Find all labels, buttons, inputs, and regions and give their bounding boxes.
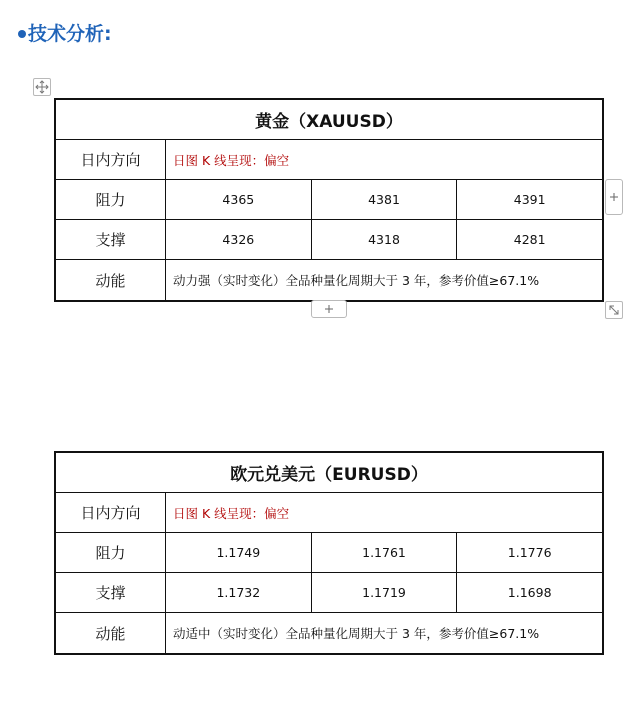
- table-move-handle[interactable]: [33, 78, 51, 96]
- momentum-value[interactable]: 动适中（实时变化）全品种量化周期大于 3 年，参考价值≥67.1%: [173, 626, 540, 641]
- resistance-value-1[interactable]: 1.1749: [166, 533, 312, 572]
- direction-value[interactable]: 日图 K 线呈现：偏空: [173, 505, 290, 521]
- add-column-button[interactable]: [605, 179, 623, 215]
- momentum-label[interactable]: 动能: [56, 260, 166, 300]
- support-value-2[interactable]: 4318: [312, 220, 458, 259]
- support-row: [56, 573, 602, 613]
- table-title: 欧元兑美元（EURUSD）: [56, 453, 602, 493]
- direction-label[interactable]: 日内方向: [56, 493, 166, 532]
- section-heading: [18, 22, 112, 46]
- resistance-label[interactable]: 阻力: [56, 533, 166, 572]
- support-value-1[interactable]: 1.1732: [166, 573, 312, 612]
- add-row-button[interactable]: [311, 300, 347, 318]
- support-value-3[interactable]: 1.1698: [507, 585, 552, 600]
- momentum-row: [56, 613, 602, 653]
- momentum-value[interactable]: 动力强（实时变化）全品种量化周期大于 3 年，参考价值≥67.1%: [173, 273, 540, 288]
- direction-label[interactable]: 日内方向: [56, 140, 166, 179]
- momentum-row: [56, 260, 602, 300]
- direction-value[interactable]: 日图 K 线呈现：偏空: [173, 152, 290, 168]
- support-value-1[interactable]: 4326: [166, 220, 312, 259]
- resistance-value-3[interactable]: 4391: [513, 192, 546, 207]
- direction-row: [56, 493, 602, 533]
- resistance-row: [56, 180, 602, 220]
- resistance-label[interactable]: 阻力: [56, 180, 166, 219]
- resistance-value-2[interactable]: 1.1761: [312, 533, 458, 572]
- section-heading-text: 技术分析:: [28, 23, 112, 45]
- direction-row: [56, 140, 602, 180]
- diagonal-resize-icon: [608, 304, 620, 316]
- plus-icon: [324, 304, 334, 314]
- momentum-label[interactable]: 动能: [56, 613, 166, 653]
- resistance-value-2[interactable]: 4381: [312, 180, 458, 219]
- support-value-3[interactable]: 4281: [513, 232, 546, 247]
- support-value-2[interactable]: 1.1719: [312, 573, 458, 612]
- resistance-row: [56, 533, 602, 573]
- gold-table: [54, 98, 604, 302]
- plus-icon: [609, 192, 619, 202]
- move-arrows-icon: [35, 80, 49, 94]
- table-title: 黄金（XAUUSD）: [56, 100, 602, 140]
- support-label[interactable]: 支撑: [56, 573, 166, 612]
- support-label[interactable]: 支撑: [56, 220, 166, 259]
- table-resize-handle[interactable]: [605, 301, 623, 319]
- bullet-icon: [18, 30, 26, 38]
- resistance-value-3[interactable]: 1.1776: [507, 545, 552, 560]
- resistance-value-1[interactable]: 4365: [166, 180, 312, 219]
- eurusd-table: [54, 451, 604, 655]
- support-row: [56, 220, 602, 260]
